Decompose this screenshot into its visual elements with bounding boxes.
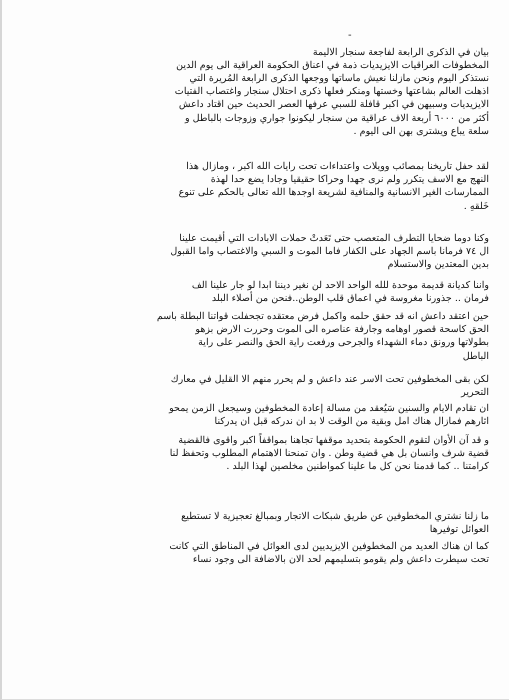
- paragraph-remembrance: [19, 72, 489, 138]
- text-line: الايزيديات وسبيهن في اكبر قافلة للسبي عرفها العصر الحديث حين اقتاد داعش: [178, 99, 489, 111]
- text-line: أكثر من ٦٠٠٠ أربعة الاف عراقية من سنجار ليكونوا جواري وزوجات بالباطل و: [184, 112, 489, 124]
- text-line: التحرير: [461, 387, 489, 399]
- paragraph-campaigns: [19, 232, 489, 272]
- text-line: خَلقهِ .: [463, 200, 489, 212]
- paragraph-captives: [19, 373, 489, 399]
- text-line: سلعة يباع ويشترى بهن الى اليوم .: [353, 125, 489, 137]
- text-line: وكنا دوما ضحايا التطرف المتعصب حتى تَعَدتْ حملات الابادات التي أقيمت علينا: [179, 233, 489, 244]
- text-line: حين اعتقد داعش انه قد حقق حلمه واكمل فرض معتقده تجحفلت قواتنا البطلة باسم: [156, 311, 489, 322]
- text-line: الحق كاسحة قصور اوهامه وجارفة عناصره الى الموت وحررت الارض بزهو: [195, 324, 489, 336]
- text-line: ال ٧٤ فرمانا باسم الجهاد على الكفار فاما الموت و السبي والاغتصاب واما القبول: [170, 246, 489, 258]
- text-line: فرمان .. جذورنا مغروسة في اعماق قلب الوطن..فنحن من أصلاء البلد: [211, 293, 489, 305]
- paragraph-government: [19, 434, 489, 474]
- paragraph-ransom: [19, 510, 489, 536]
- statement-title: بيان في الذكرى الرابعة لفاجعة سنجار الاليمة: [312, 47, 489, 58]
- text-line: كرامتنا .. كما قدمنا نحن كل ما علينا كمواطنين مخلصين لهذا البلد .: [226, 461, 489, 473]
- statement-header: [19, 46, 489, 72]
- statement-subtitle: المخطوفات العراقيات الايزيديات ذمة في اعناق الحكومة العراقية الى يوم الدين: [176, 60, 489, 72]
- text-line: قضية شرف وانسان بل هي قضية وطن . وان تمنحنا الاهتمام المطلوب وتحفظ لنا: [169, 448, 489, 460]
- text-line: اثارهم فمازال هناك امل وبقية من الوقت لا بد ان ندركه قبل ان يدركنا: [214, 416, 489, 428]
- paragraph-history: [19, 160, 489, 213]
- text-line: ان تقادم الايام والسنين سَيُعقد من مسالة إعادة المخطوفين وسيجعل الزمن يمحو: [169, 403, 489, 414]
- text-line: ما زلنا نشتري المخطوفين عن طريق شبكات الاتجار وبمبالغ تعجيزية لا تستطيع: [181, 511, 489, 522]
- text-line: لقد حفل تاريخنا بمصائب وويلات واعتداءات تحت رايات الله اكبر ، ومازال هذا: [186, 161, 489, 172]
- text-line: الممارسات الغير الانسانية والمنافية لشريعة اوجدها الله تعالى بالحكم على تنوع: [178, 187, 489, 199]
- text-line: العوائل توفيرها: [429, 524, 489, 536]
- paragraph-liberation: [19, 310, 489, 363]
- page-marker: -: [348, 30, 352, 41]
- paragraph-time: [19, 402, 489, 428]
- text-line: واننا كديانة قديمة موحدة للله الواحد الاحد لن نغير ديننا ابدا لو جار علينا الف: [191, 280, 489, 291]
- text-line: النهج مع الاسف يتكرر ولم نرى جهدا وحراكا حقيقيا وجادا يضع حدا لهذة: [210, 174, 489, 186]
- text-line: اذهلت العالم بشاعتها وخستها ومنكر فعلها ذكرى احتلال سنجار واغتصاب الفتيات: [174, 86, 489, 98]
- text-line: نستذكر اليوم ونحن مازلنا نعيش ماساتها ووجعها الذكرى الرابعة المُريرة التي: [189, 73, 489, 84]
- paragraph-families: [19, 540, 489, 566]
- text-line: بدين المعتدين والاستسلام: [387, 259, 489, 271]
- text-line: تحت سيطرت داعش ولم يقومو بتسليمهم لحد الان بالاضافة الى وجود نساء: [192, 554, 489, 566]
- paragraph-faith: [19, 279, 489, 305]
- text-line: لكن بقى المخطوفين تحت الاسر عند داعش و لم يحرر منهم الا القليل في معارك: [170, 374, 489, 385]
- text-line: الباطل: [462, 350, 489, 362]
- text-line: كما ان هناك العديد من المخطوفين الايزيديين لدى العوائل في المناطق التي كانت: [169, 541, 489, 552]
- text-line: و قد آن الأوان لتقوم الحكومة بتحديد موقفها تجاهنا بمواقفاً اكبر واقوى فالقضية: [178, 435, 489, 446]
- text-line: بطولاتها ورونق دماء الشهداء والجرحى ورفعت راية الحق والنصر على راية: [198, 337, 489, 349]
